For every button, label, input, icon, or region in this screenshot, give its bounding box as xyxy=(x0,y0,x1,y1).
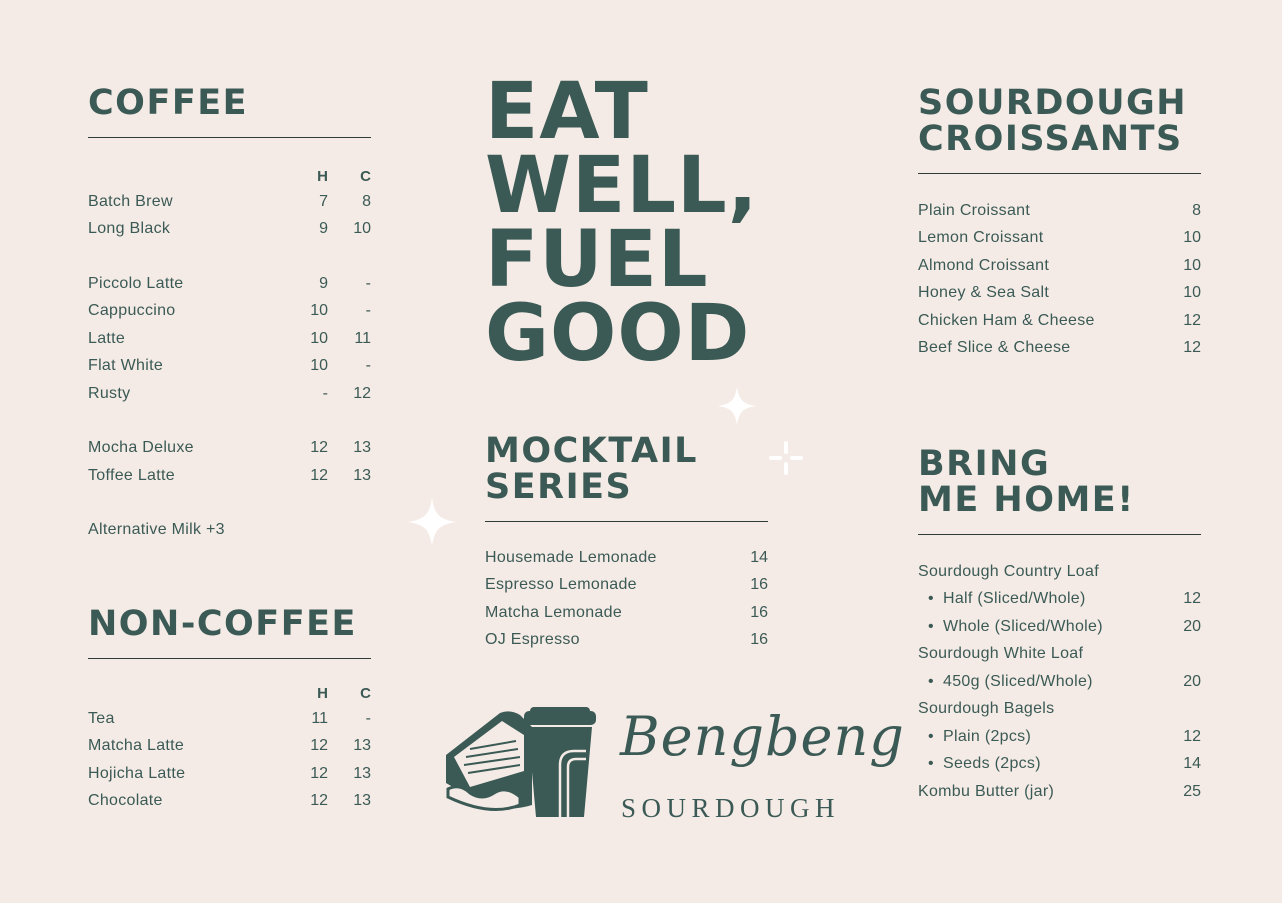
menu-row: • Plain (2pcs) 12 xyxy=(918,723,1201,751)
cold-label: C xyxy=(360,685,371,702)
coffee-group-2 xyxy=(88,270,371,408)
menu-row: Almond Croissant 10 xyxy=(918,256,1201,274)
sparkle-icon xyxy=(408,498,456,546)
mocktail-title: MOCKTAIL SERIES xyxy=(485,431,698,507)
menu-row: Plain Croissant 8 xyxy=(918,201,1201,219)
menu-row: Toffee Latte 12 13 xyxy=(88,466,371,484)
coffee-group-3 xyxy=(88,435,371,490)
coffee-divider xyxy=(88,137,371,138)
non-coffee-list xyxy=(88,705,371,815)
bring-home-list xyxy=(918,558,1201,806)
menu-row: Chicken Ham & Cheese 12 xyxy=(918,311,1201,329)
menu-row: Mocha Deluxe 12 13 xyxy=(88,439,371,457)
croissants-divider xyxy=(918,173,1201,174)
menu-row: Kombu Butter (jar) 25 xyxy=(918,782,1201,800)
menu-row: • Half (Sliced/Whole) 12 xyxy=(918,586,1201,614)
bring-home-divider xyxy=(918,534,1201,535)
non-coffee-divider xyxy=(88,658,371,659)
left-column xyxy=(88,85,371,815)
menu-row: Housemade Lemonade 14 xyxy=(485,548,768,566)
menu-row: Latte 10 11 xyxy=(88,329,371,347)
menu-row: Hojicha Latte 12 13 xyxy=(88,764,371,782)
menu-row: Matcha Lemonade 16 xyxy=(485,603,768,621)
hot-label: H xyxy=(317,168,328,185)
menu-row: Espresso Lemonade 16 xyxy=(485,576,768,594)
mocktail-divider xyxy=(485,521,768,522)
menu-row: Piccolo Latte 9 - xyxy=(88,274,371,292)
menu-row: • 450g (Sliced/Whole) 20 xyxy=(918,668,1201,696)
menu-row: Sourdough White Loaf xyxy=(918,645,1084,663)
menu-row: Rusty - 12 xyxy=(88,384,371,402)
menu-row: Matcha Latte 12 13 xyxy=(88,737,371,755)
sandwich-icon xyxy=(446,711,532,809)
alternative-milk-note: Alternative Milk +3 xyxy=(88,521,225,539)
menu-row: Chocolate 12 13 xyxy=(88,792,371,810)
menu-row: Sourdough Bagels xyxy=(918,700,1055,718)
coffee-cup-icon xyxy=(524,707,596,817)
brand-name-script: Bengbeng xyxy=(620,705,905,768)
brand-subtitle: SOURDOUGH xyxy=(621,793,841,823)
menu-row: Honey & Sea Salt 10 xyxy=(918,284,1201,302)
menu-row: Tea 11 - xyxy=(88,709,371,727)
menu-row: Beef Slice & Cheese 12 xyxy=(918,339,1201,357)
mocktail-list xyxy=(485,544,768,654)
croissants-list xyxy=(918,197,1201,362)
sparkle-icon xyxy=(768,440,804,476)
bring-home-title: BRING ME HOME! xyxy=(918,444,1135,520)
menu-row: Flat White 10 - xyxy=(88,357,371,375)
right-column xyxy=(918,85,1201,806)
croissants-title: SOURDOUGH CROISSANTS xyxy=(918,83,1188,159)
menu-row: OJ Espresso 16 xyxy=(485,631,768,649)
non-coffee-title: NON-COFFEE xyxy=(88,604,357,644)
coffee-hc-header xyxy=(88,168,371,188)
sparkle-icon xyxy=(718,387,756,425)
hot-label: H xyxy=(317,685,328,702)
non-coffee-hc-header xyxy=(88,685,371,705)
menu-row: • Whole (Sliced/Whole) 20 xyxy=(918,613,1201,641)
coffee-group-1 xyxy=(88,188,371,243)
menu-row: Long Black 9 10 xyxy=(88,220,371,238)
hero-slogan: EAT WELL, FUEL GOOD xyxy=(485,67,759,379)
menu-row: Lemon Croissant 10 xyxy=(918,229,1201,247)
coffee-title: COFFEE xyxy=(88,83,249,123)
menu-row: • Seeds (2pcs) 14 xyxy=(918,751,1201,779)
menu-row: Sourdough Country Loaf xyxy=(918,562,1099,580)
cold-label: C xyxy=(360,168,371,185)
menu-row: Cappuccino 10 - xyxy=(88,302,371,320)
middle-column xyxy=(485,67,768,654)
menu-row: Batch Brew 7 8 xyxy=(88,192,371,210)
